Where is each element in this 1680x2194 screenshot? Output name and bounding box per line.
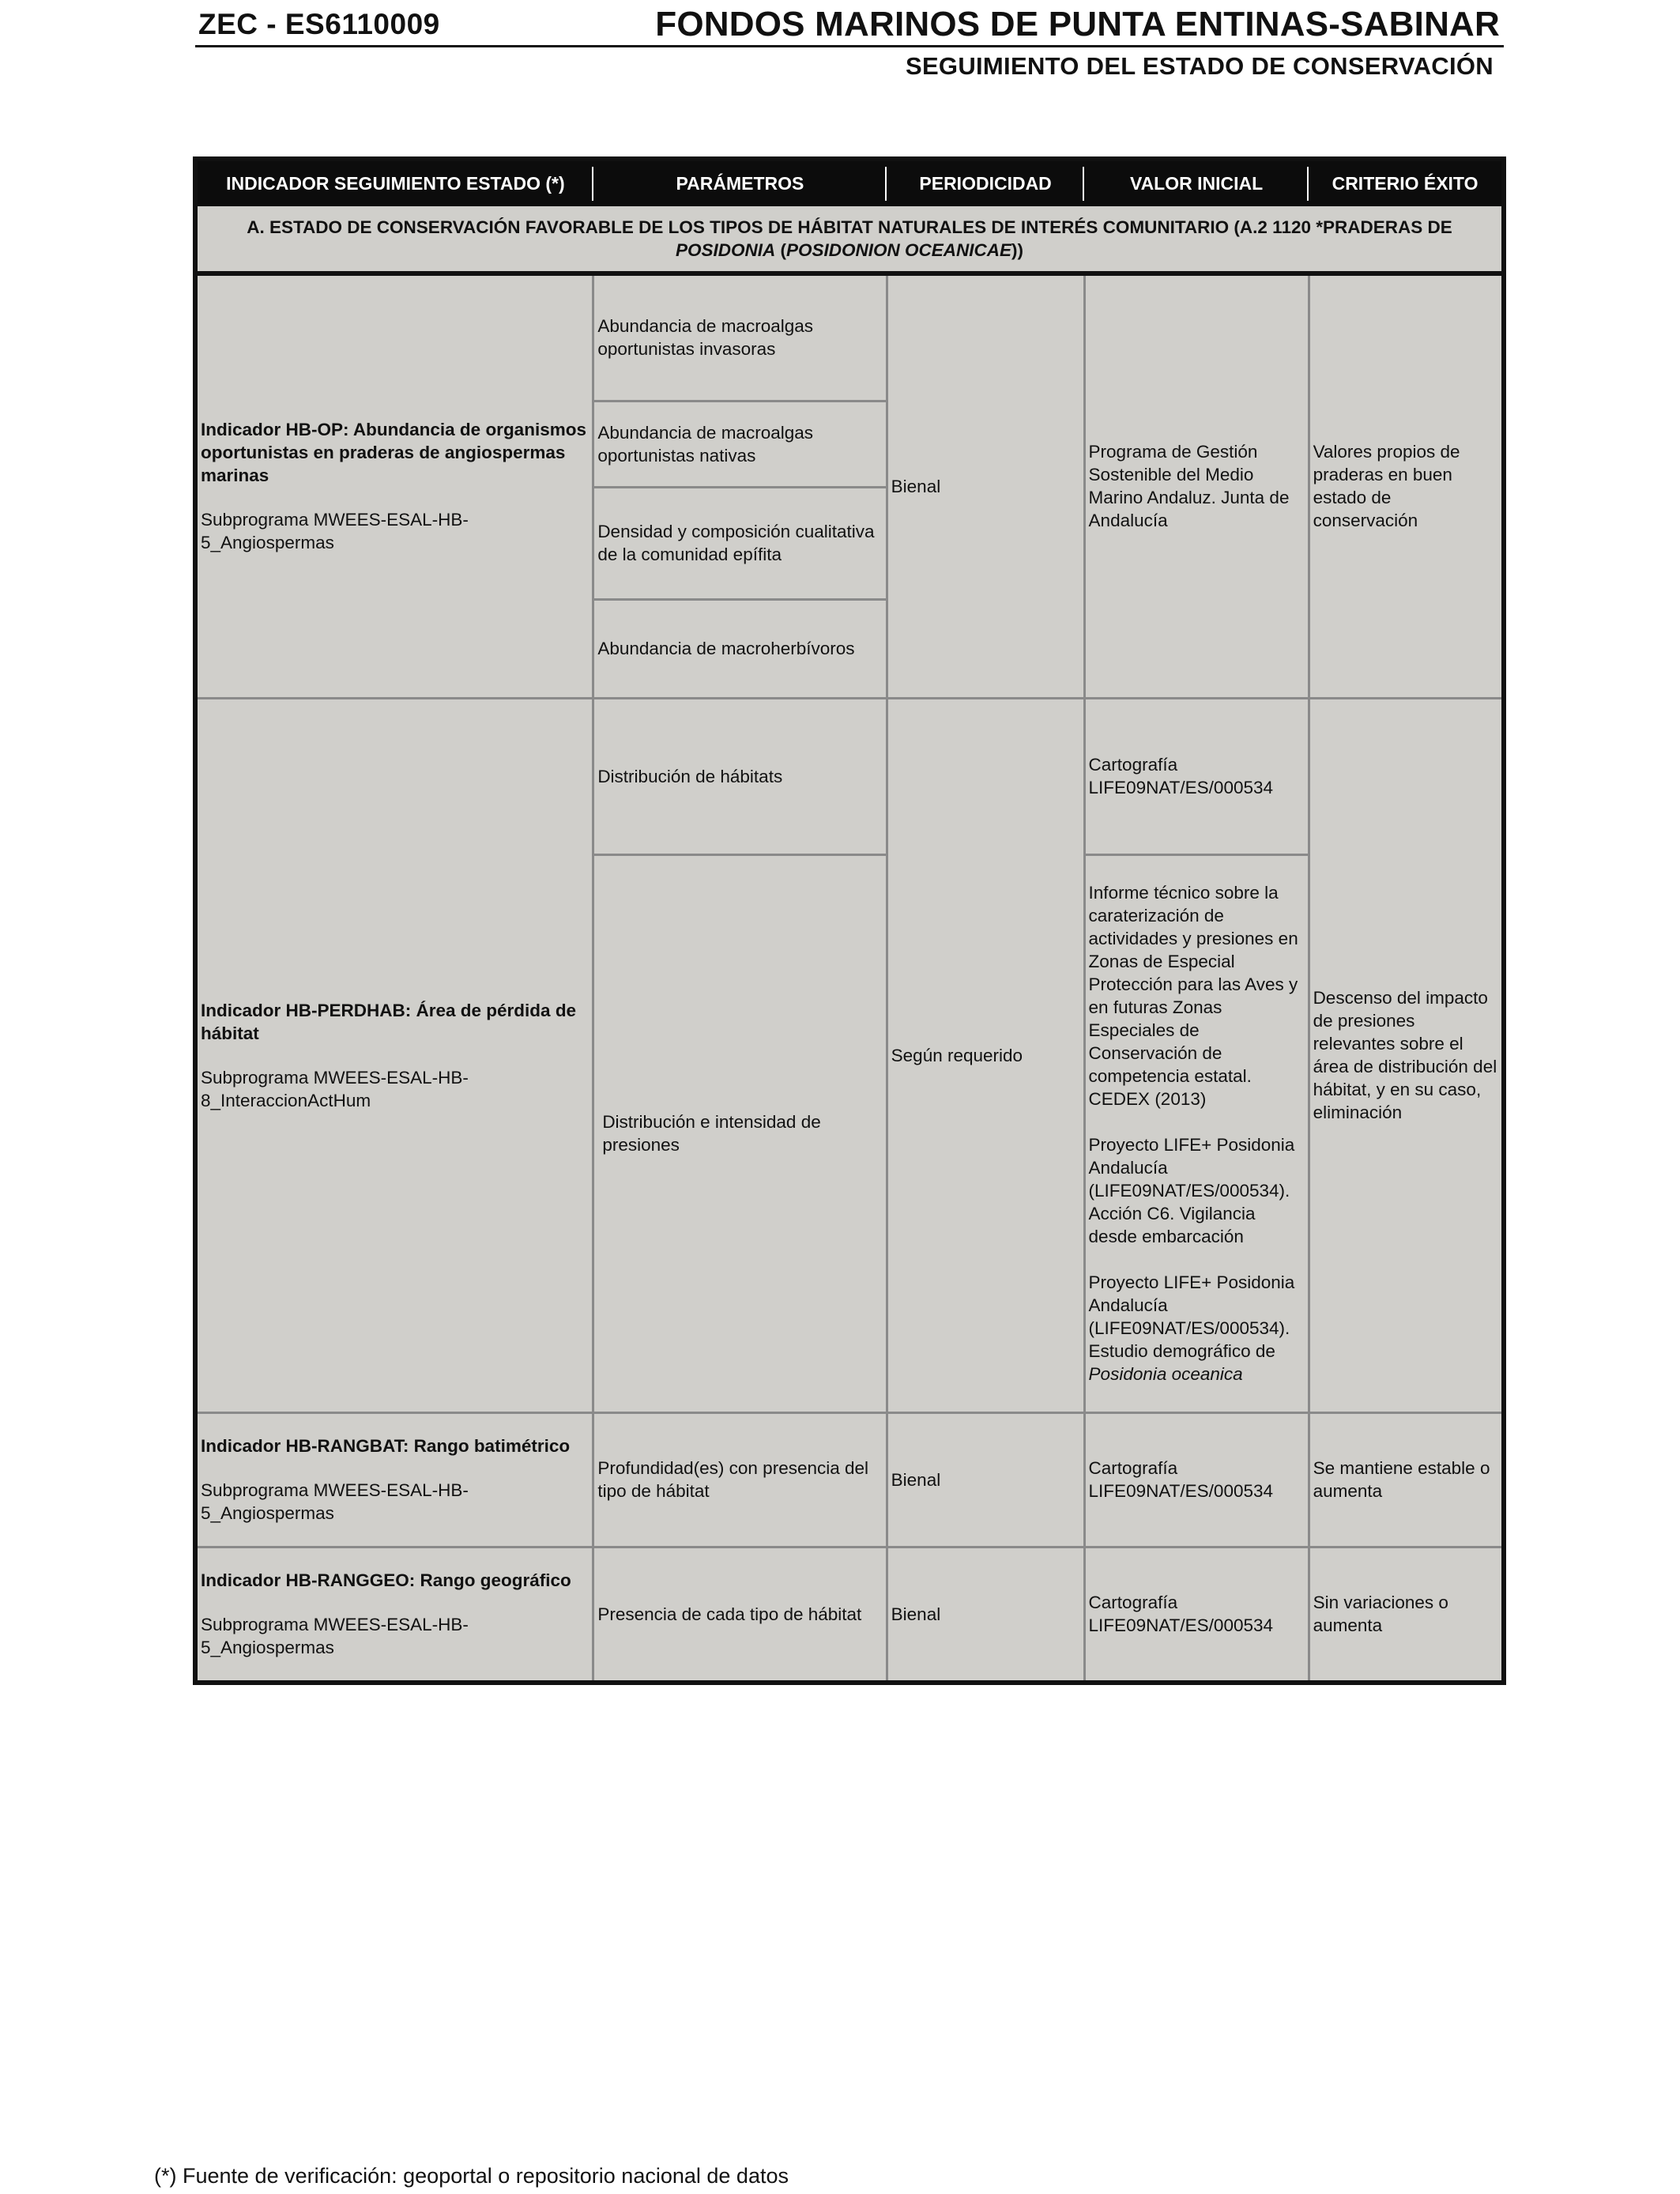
zec-code: ZEC - ES6110009	[198, 8, 440, 40]
parameter-cell: Profundidad(es) con presencia del tipo de hábitat	[593, 1412, 887, 1547]
indicator-title: Indicador HB-RANGGEO: Rango geográfico	[201, 1570, 571, 1591]
indicator-title: Indicador HB-RANGBAT: Rango batimétrico	[201, 1436, 571, 1456]
indicator-subprogram: Subprograma MWEES-ESAL-HB-8_InteraccionActHum	[201, 1067, 469, 1110]
col-header-success-criterion: CRITERIO ÉXITO	[1309, 159, 1504, 206]
indicator-subprogram: Subprograma MWEES-ESAL-HB-5_Angiospermas	[201, 1480, 469, 1523]
source-text: Proyecto LIFE+ Posidonia Andalucía (LIFE09NAT/ES/000534). Estudio demográfico de	[1088, 1272, 1295, 1361]
periodicity-cell: Según requerido	[887, 698, 1084, 1412]
parameter-cell: Abundancia de macroalgas oportunistas nativas	[593, 401, 887, 487]
indicator-ranggeo	[195, 1547, 593, 1683]
initial-value-cell: Cartografía LIFE09NAT/ES/000534	[1084, 1547, 1309, 1683]
parameter-cell: Abundancia de macroalgas oportunistas invasoras	[593, 273, 887, 401]
source-paragraph	[1089, 1271, 1305, 1385]
monitoring-table	[193, 156, 1506, 1685]
section-italic-posidonia: POSIDONIA	[675, 240, 776, 260]
section-heading	[195, 206, 1504, 273]
criterion-cell: Se mantiene estable o aumenta	[1309, 1412, 1504, 1547]
indicator-rangbat	[195, 1412, 593, 1547]
periodicity-cell: Bienal	[887, 1547, 1084, 1683]
parameter-cell: Densidad y composición cualitativa de la comunidad epífita	[593, 487, 887, 599]
col-header-periodicity: PERIODICIDAD	[887, 159, 1084, 206]
parameter-cell: Presencia de cada tipo de hábitat	[593, 1547, 887, 1683]
section-paren-close: ))	[1011, 240, 1024, 260]
criterion-cell: Sin variaciones o aumenta	[1309, 1547, 1504, 1683]
initial-value-cell: Programa de Gestión Sostenible del Medio Marino Andaluz. Junta de Andalucía	[1084, 273, 1309, 698]
initial-value-cell: Cartografía LIFE09NAT/ES/000534	[1084, 1412, 1309, 1547]
parameter-cell: Distribución de hábitats	[593, 698, 887, 854]
col-header-initial-value: VALOR INICIAL	[1084, 159, 1309, 206]
indicator-op	[195, 273, 593, 698]
source-paragraph: Informe técnico sobre la caraterización de actividades y presiones en Zonas de Especial Protección para las Aves y en futuras Zonas Especiales de Conservación de competencia estatal. CEDEX (2013)	[1088, 883, 1298, 1109]
table-row	[195, 1547, 1504, 1683]
indicator-title: Indicador HB-PERDHAB: Área de pérdida de hábitat	[201, 1000, 577, 1043]
table-header-row	[195, 159, 1504, 206]
section-text: A. ESTADO DE CONSERVACIÓN FAVORABLE DE LOS TIPOS DE HÁBITAT NATURALES DE INTERÉS COMUNITARIO (A.2 1120 *PRADERAS DE	[247, 217, 1452, 237]
indicator-title: Indicador HB-OP: Abundancia de organismos oportunistas en praderas de angiospermas marinas	[201, 420, 586, 486]
section-row	[195, 206, 1504, 273]
parameter-cell: Distribución e intensidad de presiones	[593, 854, 887, 1412]
indicator-perdhab	[195, 698, 593, 1412]
table-row	[195, 698, 1504, 854]
section-italic-oceanicae: POSIDONION OCEANICAE	[786, 240, 1012, 260]
footnote: (*) Fuente de verificación: geoportal o repositorio nacional de datos	[154, 2164, 789, 2188]
species-name: Posidonia oceanica	[1088, 1364, 1243, 1384]
table-row	[195, 1412, 1504, 1547]
source-paragraph: Proyecto LIFE+ Posidonia Andalucía (LIFE09NAT/ES/000534). Acción C6. Vigilancia desde embarcación	[1088, 1135, 1295, 1246]
criterion-cell: Valores propios de praderas en buen estado de conservación	[1309, 273, 1504, 698]
page-subtitle: SEGUIMIENTO DEL ESTADO DE CONSERVACIÓN	[905, 52, 1494, 80]
indicator-subprogram: Subprograma MWEES-ESAL-HB-5_Angiospermas	[201, 1615, 469, 1658]
initial-value-cell: Cartografía LIFE09NAT/ES/000534	[1084, 698, 1309, 854]
col-header-parameters: PARÁMETROS	[593, 159, 887, 206]
header-rule	[195, 45, 1504, 47]
periodicity-cell: Bienal	[887, 1412, 1084, 1547]
periodicity-cell: Bienal	[887, 273, 1084, 698]
initial-value-cell	[1084, 854, 1309, 1412]
indicator-subprogram: Subprograma MWEES-ESAL-HB-5_Angiospermas	[201, 510, 469, 553]
col-header-indicator: INDICADOR SEGUIMIENTO ESTADO (*)	[195, 159, 593, 206]
criterion-cell: Descenso del impacto de presiones relevantes sobre el área de distribución del hábitat, y en su caso, eliminación	[1309, 698, 1504, 1412]
section-paren-open: (	[775, 240, 786, 260]
parameter-cell: Abundancia de macroherbívoros	[593, 599, 887, 698]
site-title: FONDOS MARINOS DE PUNTA ENTINAS-SABINAR	[655, 5, 1500, 43]
table-row	[195, 273, 1504, 401]
